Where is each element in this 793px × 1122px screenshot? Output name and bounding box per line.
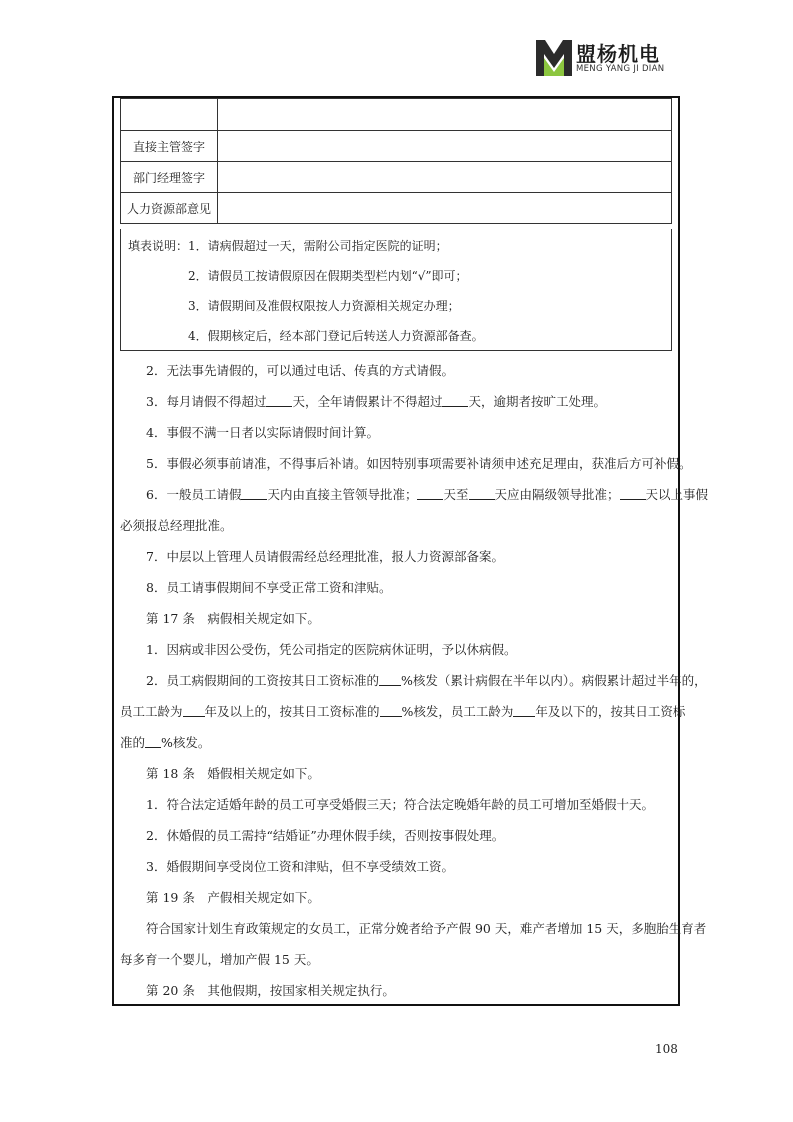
fill-blank[interactable] xyxy=(266,394,292,407)
article-heading: 第 19 条 产假相关规定如下。 xyxy=(146,890,320,905)
company-logo xyxy=(536,38,676,78)
instruction-item: 4．假期核定后，经本部门登记后转送人力资源部备查。 xyxy=(188,329,484,343)
supervisor-signature-field[interactable] xyxy=(218,131,672,162)
paragraph xyxy=(146,392,606,410)
paragraph: 3．婚假期间享受岗位工资和津贴，但不享受绩效工资。 xyxy=(146,859,454,874)
fill-blank[interactable] xyxy=(417,487,443,500)
page-number: 108 xyxy=(655,1042,678,1056)
instruction-item: 1．请病假超过一天，需附公司指定医院的证明； xyxy=(188,239,448,253)
fill-blank[interactable] xyxy=(145,735,161,748)
manager-signature-field[interactable] xyxy=(218,162,672,193)
text-run: 天以上事假 xyxy=(645,487,709,502)
text-run: 天，全年请假累计不得超过 xyxy=(292,394,443,409)
table-row xyxy=(121,99,672,131)
text-run: 天应由隔级领导批准； xyxy=(494,487,620,502)
fill-blank[interactable] xyxy=(183,704,205,717)
paragraph xyxy=(146,485,708,503)
paragraph: 符合国家计划生育政策规定的女员工，正常分娩者给予产假 90 天，难产者增加 15 天，多胞胎生育者 xyxy=(146,921,707,936)
text-run: 6．一般员工请假 xyxy=(146,487,242,502)
table-row xyxy=(121,162,672,193)
supervisor-signature-label: 直接主管签字 xyxy=(121,131,218,162)
text-run: 天，逾期者按旷工处理。 xyxy=(468,394,606,409)
paragraph-continuation xyxy=(120,733,210,751)
logo-mark-icon xyxy=(536,38,572,76)
fill-blank[interactable] xyxy=(442,394,468,407)
article-heading: 第 20 条 其他假期，按国家相关规定执行。 xyxy=(146,983,395,998)
row-value-field[interactable] xyxy=(218,99,672,131)
paragraph-continuation xyxy=(120,702,685,720)
paragraph: 2．无法事先请假的，可以通过电话、传真的方式请假。 xyxy=(146,363,454,378)
text-run: 3．每月请假不得超过 xyxy=(146,394,267,409)
leave-form-table xyxy=(120,98,672,224)
hr-opinion-label: 人力资源部意见 xyxy=(121,193,218,224)
paragraph: 2．休婚假的员工需持“结婚证”办理休假手续，否则按事假处理。 xyxy=(146,828,505,843)
fill-blank[interactable] xyxy=(380,704,402,717)
paragraph: 1．因病或非因公受伤，凭公司指定的医院病休证明，予以休病假。 xyxy=(146,642,517,657)
text-run: 2．员工病假期间的工资按其日工资标准的 xyxy=(146,673,379,688)
paragraph: 8．员工请事假期间不享受正常工资和津贴。 xyxy=(146,580,392,595)
table-row xyxy=(121,193,672,224)
article-heading: 第 17 条 病假相关规定如下。 xyxy=(146,611,320,626)
paragraph: 1．符合法定适婚年龄的员工可享受婚假三天；符合法定晚婚年龄的员工可增加至婚假十天。 xyxy=(146,797,654,812)
paragraph-continuation: 每多育一个婴儿，增加产假 15 天。 xyxy=(120,952,319,967)
fill-blank[interactable] xyxy=(379,673,401,686)
article-heading: 第 18 条 婚假相关规定如下。 xyxy=(146,766,320,781)
hr-opinion-field[interactable] xyxy=(218,193,672,224)
text-run: 年及以上的，按其日工资标准的 xyxy=(204,704,380,719)
paragraph: 5．事假必须事前请准，不得事后补请。如因特别事项需要补请须申述充足理由，获准后方可补假。 xyxy=(146,456,692,471)
text-run: 天至 xyxy=(443,487,469,502)
brand-subtitle: MENG YANG JI DIAN xyxy=(576,64,665,74)
paragraph xyxy=(146,671,707,689)
text-run: 年及以下的，按其日工资标 xyxy=(535,704,686,719)
table-row xyxy=(121,131,672,162)
instruction-item: 2．请假员工按请假原因在假期类型栏内划“√”即可； xyxy=(188,269,468,283)
manager-signature-label: 部门经理签字 xyxy=(121,162,218,193)
form-instructions xyxy=(120,229,672,351)
instruction-item: 3．请假期间及准假权限按人力资源相关规定办理； xyxy=(188,299,460,313)
brand-name: 盟杨机电 xyxy=(576,42,660,66)
text-run: 员工工龄为 xyxy=(120,704,183,719)
fill-blank[interactable] xyxy=(620,487,646,500)
text-run: %核发（累计病假在半年以内）。病假累计超过半年的， xyxy=(400,673,707,688)
fill-blank[interactable] xyxy=(241,487,267,500)
paragraph: 4．事假不满一日者以实际请假时间计算。 xyxy=(146,425,379,440)
fill-blank[interactable] xyxy=(469,487,495,500)
text-run: 天内由直接主管领导批准； xyxy=(267,487,418,502)
text-run: 准的 xyxy=(120,735,146,750)
row-label xyxy=(121,99,218,131)
text-run: %核发。 xyxy=(161,735,211,750)
paragraph: 7．中层以上管理人员请假需经总经理批准，报人力资源部备案。 xyxy=(146,549,504,564)
instructions-prefix: 填表说明： xyxy=(128,239,189,253)
text-run: %核发，员工工龄为 xyxy=(401,704,514,719)
fill-blank[interactable] xyxy=(513,704,535,717)
paragraph-continuation: 必须报总经理批准。 xyxy=(120,518,233,533)
